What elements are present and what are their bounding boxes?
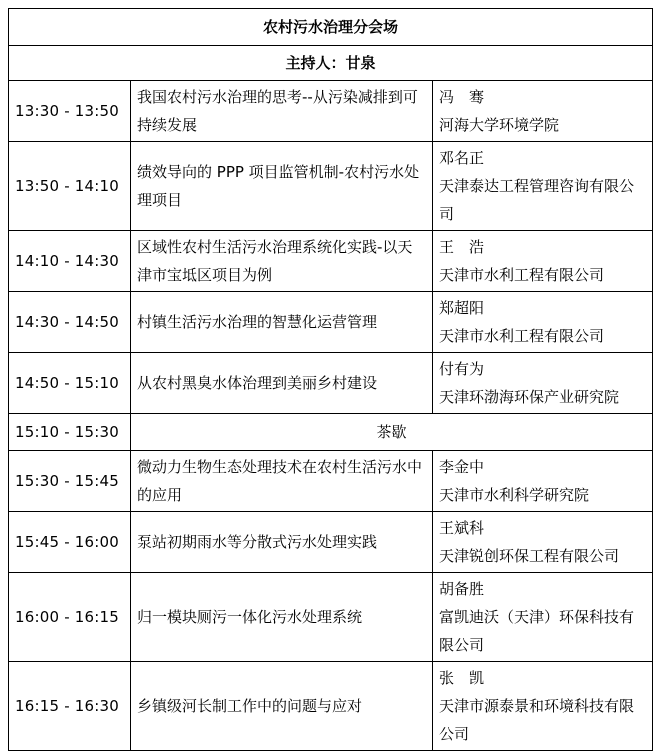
table-row <box>9 573 653 662</box>
table-row <box>9 353 653 414</box>
topic-cell: 村镇生活污水治理的智慧化运营管理 <box>131 292 433 353</box>
topic-cell: 泵站初期雨水等分散式污水处理实践 <box>131 512 433 573</box>
speaker-org: 天津锐创环保工程有限公司 <box>439 547 620 565</box>
session-title: 农村污水治理分会场 <box>9 9 653 46</box>
topic-cell: 归一模块厕污一体化污水处理系统 <box>131 573 433 662</box>
speaker-cell <box>433 292 653 353</box>
speaker-cell <box>433 81 653 142</box>
speaker-org: 天津市水利工程有限公司 <box>439 327 605 345</box>
speaker-name: 张 凯 <box>439 669 485 687</box>
session-host: 主持人：甘泉 <box>9 46 653 81</box>
speaker-name: 王 浩 <box>439 238 485 256</box>
topic-cell: 乡镇级河长制工作中的问题与应对 <box>131 662 433 751</box>
time-cell: 16:00 - 16:15 <box>9 573 131 662</box>
speaker-org: 天津市水利工程有限公司 <box>439 266 605 284</box>
table-row <box>9 512 653 573</box>
time-cell: 15:10 - 15:30 <box>9 414 131 451</box>
table-row <box>9 81 653 142</box>
table-row <box>9 231 653 292</box>
speaker-org: 天津环渤海环保产业研究院 <box>439 388 620 406</box>
speaker-org: 天津市水利科学研究院 <box>439 486 590 504</box>
speaker-cell <box>433 662 653 751</box>
tea-break-label: 茶歇 <box>131 414 653 451</box>
time-cell: 14:10 - 14:30 <box>9 231 131 292</box>
speaker-cell <box>433 451 653 512</box>
speaker-cell <box>433 573 653 662</box>
speaker-cell <box>433 353 653 414</box>
speaker-name: 胡备胜 <box>439 580 485 598</box>
speaker-name: 郑超阳 <box>439 299 485 317</box>
break-row <box>9 414 653 451</box>
speaker-cell <box>433 512 653 573</box>
speaker-cell <box>433 231 653 292</box>
session-schedule-table <box>8 8 653 751</box>
topic-cell: 我国农村污水治理的思考--从污染减排到可持续发展 <box>131 81 433 142</box>
topic-cell: 从农村黑臭水体治理到美丽乡村建设 <box>131 353 433 414</box>
speaker-org: 天津市源泰景和环境科技有限公司 <box>439 697 635 743</box>
time-cell: 13:30 - 13:50 <box>9 81 131 142</box>
speaker-name: 王斌科 <box>439 519 485 537</box>
speaker-org: 富凯迪沃（天津）环保科技有限公司 <box>439 608 635 654</box>
time-cell: 16:15 - 16:30 <box>9 662 131 751</box>
host-row <box>9 46 653 81</box>
table-row <box>9 451 653 512</box>
speaker-name: 冯 骞 <box>439 88 485 106</box>
speaker-org: 河海大学环境学院 <box>439 116 560 134</box>
topic-cell: 绩效导向的 PPP 项目监管机制-农村污水处理项目 <box>131 142 433 231</box>
time-cell: 15:45 - 16:00 <box>9 512 131 573</box>
topic-cell: 区域性农村生活污水治理系统化实践-以天津市宝坻区项目为例 <box>131 231 433 292</box>
time-cell: 14:50 - 15:10 <box>9 353 131 414</box>
speaker-name: 李金中 <box>439 458 485 476</box>
table-row <box>9 142 653 231</box>
title-row <box>9 9 653 46</box>
table-row <box>9 662 653 751</box>
speaker-cell <box>433 142 653 231</box>
speaker-org: 天津泰达工程管理咨询有限公司 <box>439 177 635 223</box>
table-row <box>9 292 653 353</box>
speaker-name: 付有为 <box>439 360 485 378</box>
time-cell: 14:30 - 14:50 <box>9 292 131 353</box>
time-cell: 13:50 - 14:10 <box>9 142 131 231</box>
time-cell: 15:30 - 15:45 <box>9 451 131 512</box>
topic-cell: 微动力生物生态处理技术在农村生活污水中的应用 <box>131 451 433 512</box>
speaker-name: 邓名正 <box>439 149 485 167</box>
